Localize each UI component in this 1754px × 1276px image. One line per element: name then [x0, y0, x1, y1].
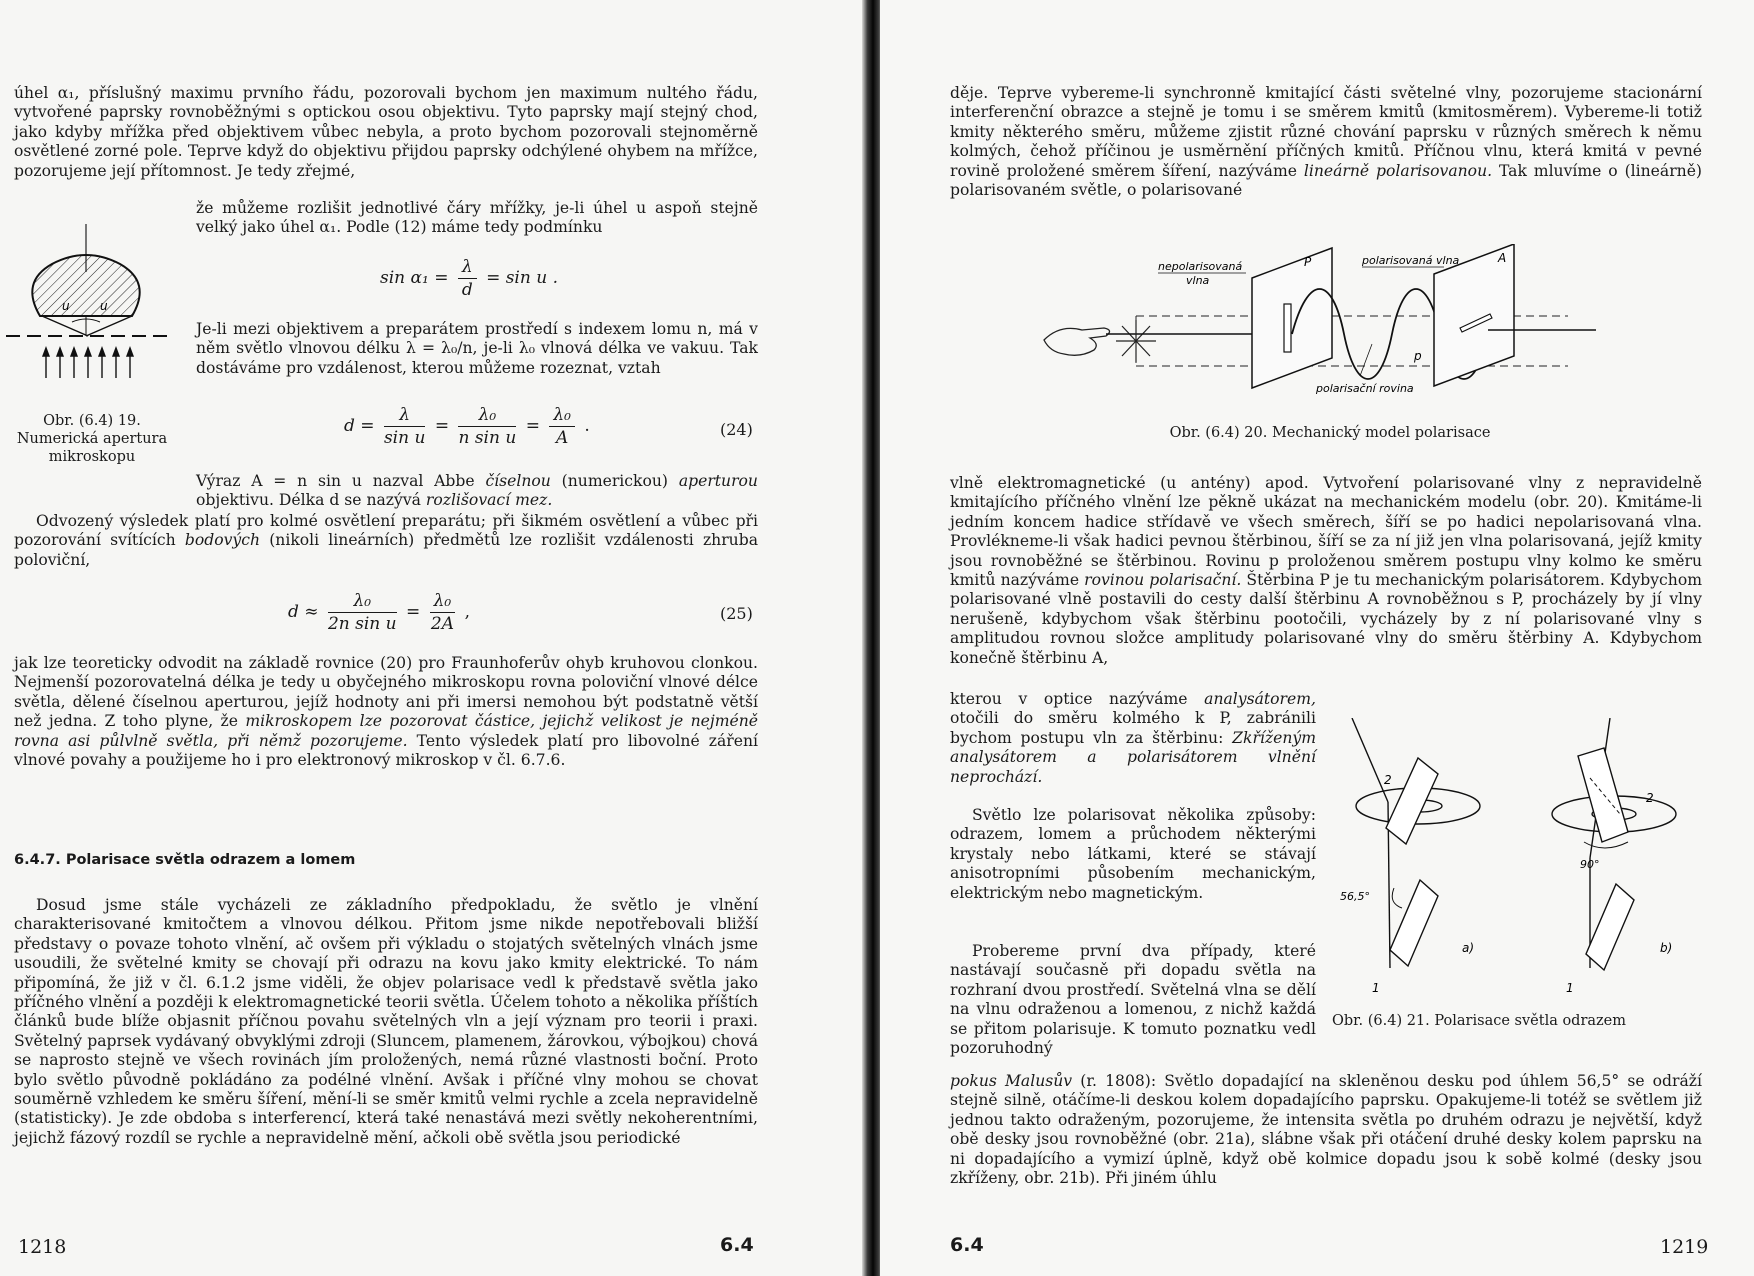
desk-number: 1	[1372, 981, 1380, 995]
desk-number: 2	[1384, 773, 1392, 787]
angle-label-u: u	[100, 299, 108, 313]
figure-caption: Obr. (6.4) 21. Polarisace světla odrazem	[1332, 1013, 1627, 1029]
figure-caption: Obr. (6.4) 20. Mechanický model polarisace	[1169, 425, 1491, 441]
numerical-aperture-figure	[4, 224, 176, 404]
paragraph: Světlo lze polarisovat několika způsoby: odrazem, lomem a průchodem některými krystaly nebo látkami, které se stávají anisotropními působením mechanickým, elektrickým nebo magnetickým.	[950, 806, 1316, 902]
paragraph: Výraz A = n sin u nazval Abbe číselnou (numerickou) aperturou objektivu. Délka d se nazývá rozlišovací mez.	[196, 472, 758, 510]
equation-25: d ≈ $\frac{\text{λ₀}}{\text{2n sin u}}$ = $\frac{\text{λ₀}}{2A}$ ,	[288, 591, 471, 634]
left-page	[0, 0, 870, 1276]
label-polarization-plane: polarisační rovina	[1316, 382, 1414, 395]
figure-caption: Obr. (6.4) 19. Numerická apertura mikroskopu	[16, 413, 168, 465]
section-number: 6.4	[950, 1234, 984, 1256]
polarization-model-figure	[1040, 244, 1600, 414]
section-heading: 6.4.7. Polarisace světla odrazem a lomem	[14, 852, 356, 868]
incidence-angle: 56,5°	[1340, 890, 1370, 903]
equation-24: d = $\frac{\lambda}{\text{sin u}}$ = $\frac{\text{λ₀}}{\text{n sin u}}$ = $\frac{\text{λ₀}}{A}$ .	[344, 405, 590, 448]
rotation-angle: 90°	[1580, 858, 1600, 871]
paragraph: kterou v optice nazýváme analysátorem, otočili do směru kolmého k P, zabránili bychom postupu vln za štěrbinu: Zkříženým analysátorem a polarisátorem vlnění neprochází.	[950, 690, 1316, 786]
page-number: 1219	[1660, 1236, 1709, 1258]
equation-sin	[380, 256, 558, 301]
eq-rhs: = sin u .	[486, 268, 558, 288]
desk-number: 2	[1646, 791, 1654, 805]
eq-lhs: sin α₁ =	[380, 268, 449, 288]
label-polarized-wave: polarisovaná vlna	[1362, 254, 1460, 267]
equation-number: (25)	[720, 604, 753, 623]
label-case-b: b)	[1660, 941, 1673, 955]
fraction: $\frac{\lambda}{d}$	[458, 256, 477, 301]
equation-number: (24)	[720, 420, 753, 439]
right-page	[880, 0, 1754, 1276]
label-slit-A: A	[1498, 251, 1507, 265]
label-plane-p: p	[1414, 349, 1422, 363]
paragraph: děje. Teprve vybereme-li synchronně kmitající části světelné vlny, pozorujeme stacionární interferenční obrazce a stejně je tomu i se směrem kmitů (kmitosměrem). Vybereme-li totiž kmity některého směru, můžeme zjistit různé chování paprsku v různých směrech k němu kolmých, čehož příčinou je usměrnění příčných kmitů. Příčnou vlnu, která kmitá v pevné rovině proložené směrem šíření, nazýváme lineárně polarisovanou. Tak mluvíme o (lineárně) polarisovaném světle, o polarisované	[950, 84, 1703, 200]
label-wave: vlna	[1186, 274, 1210, 287]
angle-label-u: u	[62, 299, 70, 313]
section-number: 6.4	[720, 1234, 754, 1256]
desk-number: 1	[1566, 981, 1574, 995]
label-case-a: a)	[1462, 941, 1475, 955]
paragraph: Probereme první dva případy, které nastávají současně při dopadu světla na rozhraní dvou prostředí. Světelná vlna se dělí na vlnu odraženou a lomenou, z nichž každá se přitom polarisuje. K tomuto poznatku vedl pozoruhodný	[950, 942, 1316, 1058]
label-slit-P: P	[1304, 255, 1312, 269]
paragraph: úhel α₁, příslušný maximu prvního řádu, pozorovali bychom jen maximum nultého řádu, vytvořené paprsky rovnoběžnými s optickou osou objektivu. Tyto paprsky mají stejný chod, jako kdyby mřížka před objektivem vůbec nebyla, a proto bychom pozorovali stejnoměrně osvětlené zorné pole. Teprve když do objektivu přijdou paprsky odchýlené ohybem na mřížce, pozorujeme její přítomnost. Je tedy zřejmé,	[14, 84, 758, 180]
page-number: 1218	[18, 1236, 67, 1258]
label-unpolarized: nepolarisovaná	[1158, 260, 1243, 273]
paragraph: Odvozený výsledek platí pro kolmé osvětlení preparátu; při šikmém osvětlení a vůbec při pozorování svítících bodových (nikoli lineárních) předmětů lze rozlišit vzdálenosti zhruba poloviční,	[14, 512, 758, 569]
reflection-polarization-figure	[1328, 718, 1698, 1008]
paragraph: vlně elektromagnetické (u antény) apod. Vytvoření polarisované vlny z nepravidelně kmitajícího příčného vlnění lze pěkně ukázat na mechanickém modelu (obr. 20). Kmitáme-li jedním koncem hadice střídavě ve všech směrech, šíří se po hadici nepolarisovaná vlna. Provlékneme-li však hadici pevnou štěrbinou, šíří se za ní již jen vlna polarisovaná, jejíž kmity jsou rovnoběžné se štěrbinou. Rovinu p proloženou směrem postupu vlny kolmo ke směru kmitů nazýváme rovinou polarisační. Štěrbina P je tu mechanickým polarisátorem. Kdybychom polarisované vlně postavili do cesty další štěrbinu A rovnoběžnou s P, procházely by jí vlny nerušeně, kdybychom však štěrbinu pootočili, vycházely by z ní polarisované vlny s amplitudou rovnou složce amplitudy polarisované vlny do směru štěrbiny A. Kdybychom konečně štěrbinu A,	[950, 474, 1702, 667]
paragraph: Dosud jsme stále vycházeli ze základního předpokladu, že světlo je vlnění charakterisované kmitočtem a vlnovou délkou. Přitom jsme nikde nepotřebovali bližší představy o povaze tohoto vlnění, ač ovšem při výkladu o stojatých světelných vlnách jsme usoudili, že světelné kmity se chovají při odrazu na kovu jako kmity elektrické. To nám připomíná, že již v čl. 6.1.2 jsme viděli, že objev polarisace vedl k představě světla jako příčného vlnění a později k elektromagnetické teorii světla. Účelem tohoto a několika příštích článků bude blíže objasnit příčnou povahu světelných vln a její význam pro teorii i praxi. Světelný paprsek vydávaný obvyklými zdroji (Sluncem, plamenem, žárovkou, výbojkou) chová se naprosto stejně ve všech rovinách jím proložených, nemá různé vlastnosti boční. Proto bylo světlo původně pokládáno za podélné vlnění. Avšak i příčné vlny mohou se chovat souměrně vzhledem ke směru šíření, mění-li se směr kmitů velmi rychle a zcela nepravidelně (statisticky). Je zde obdoba s interferencí, která také nenastává mezi světly nekoherentními, jejichž fázový rozdíl se rychle a nepravidelně mění, ačkoli obě světla jsou periodické	[14, 896, 758, 1147]
paragraph: že můžeme rozlišit jednotlivé čáry mřížky, je-li úhel u aspoň stejně velký jako úhel α₁. Podle (12) máme tedy podmínku	[196, 199, 758, 237]
paragraph: pokus Malusův (r. 1808): Světlo dopadající na skleněnou desku pod úhlem 56,5° se odráží stejně silně, otáčíme-li deskou kolem dopadajícího paprsku. Opakujeme-li totéž se světlem již jednou takto odraženým, pozorujeme, že intensita světla po druhém odrazu je největší, když obě desky jsou rovnoběžné (obr. 21a), slábne však při otáčení druhé desky kolem paprsku na ni dopadajícího a vymizí úplně, když obě kolmice dopadu jsou k sobě kolmé (desky jsou zkříženy, obr. 21b). Při jiném úhlu	[950, 1072, 1702, 1188]
paragraph: Je-li mezi objektivem a preparátem prostředí s indexem lomu n, má v něm světlo vlnovou délku λ = λ₀/n, je-li λ₀ vlnová délka ve vakuu. Tak dostáváme pro vzdálenost, kterou můžeme rozeznat, vztah	[196, 320, 758, 377]
paragraph: jak lze teoreticky odvodit na základě rovnice (20) pro Fraunhoferův ohyb kruhovou clonkou. Nejmenší pozorovatelná délka je tedy u obyčejného mikroskopu rovna poloviční vlnové délce světla, dělené číselnou aperturou, jejíž hodnoty ani při imersi nemohou být podstatně větší než jedna. Z toho plyne, že mikroskopem lze pozorovat částice, jejichž velikost je nejméně rovna asi půlvlně světla, při němž pozorujeme. Tento výsledek platí pro libovolné záření vlnové povahy a použijeme ho i pro elektronový mikroskop v čl. 6.7.6.	[14, 654, 758, 770]
